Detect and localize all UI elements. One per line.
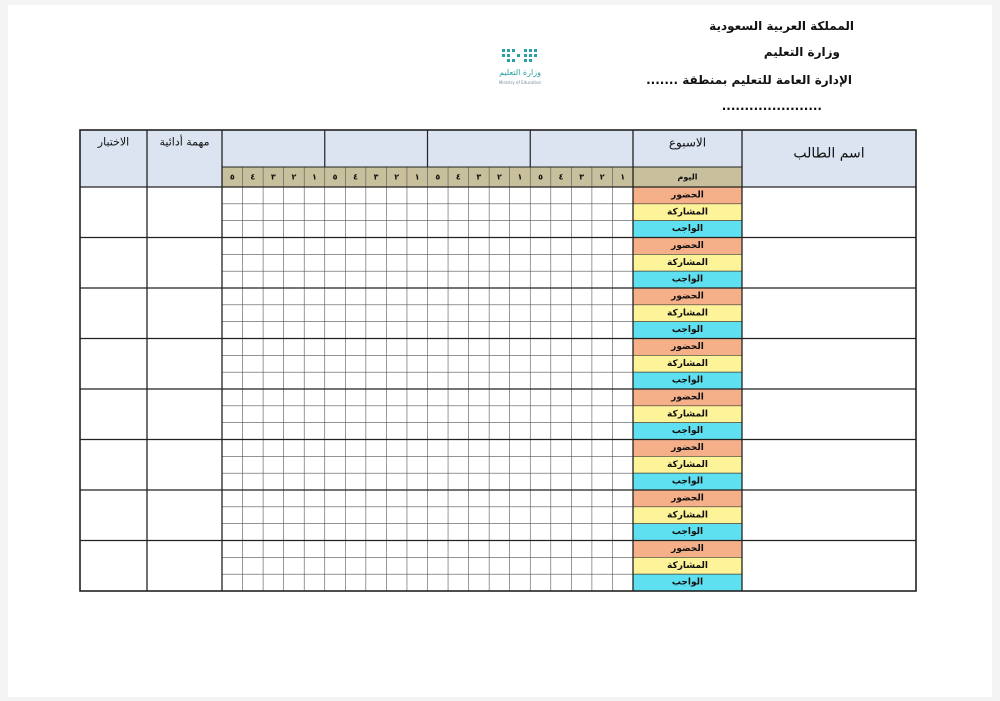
header-directorate: الإدارة العامة للتعليم بمنطقة ....... [646, 73, 852, 87]
category-label: الواجب [671, 224, 704, 235]
category-label: الواجب [671, 274, 704, 285]
day-number-label: ٥ [332, 172, 338, 182]
col-week-header: الاسبوع [668, 135, 707, 150]
day-number-label: ٣ [476, 172, 482, 182]
day-number-label: ٤ [353, 172, 359, 182]
day-number-label: ٢ [291, 172, 297, 182]
category-label: الحضور [671, 493, 704, 504]
category-label: الحضور [671, 341, 704, 352]
category-label: الحضور [671, 240, 704, 251]
day-number-label: ٢ [599, 172, 605, 182]
category-label: الحضور [671, 442, 704, 453]
table-border [80, 130, 916, 591]
category-label: المشاركة [667, 510, 708, 521]
category-label: الواجب [671, 577, 704, 588]
col-day-header: اليوم [677, 172, 698, 182]
category-label: المشاركة [667, 459, 708, 470]
category-label: الحضور [671, 392, 704, 403]
category-label: المشاركة [667, 358, 708, 369]
category-label: الواجب [671, 426, 704, 437]
day-number-label: ٢ [496, 172, 502, 182]
logo-subtext: Ministry of Education [498, 80, 542, 85]
day-number-label: ٤ [250, 172, 256, 182]
col-task-header: مهمة أدائية [159, 135, 210, 149]
header-kingdom: المملكة العربية السعودية [709, 19, 854, 33]
category-label: المشاركة [667, 207, 708, 218]
day-row-bg [222, 167, 742, 187]
day-number-label: ٥ [229, 172, 235, 182]
header-ministry: وزارة التعليم [763, 45, 840, 59]
header-dots: ...................... [721, 99, 822, 113]
day-number-label: ١ [414, 172, 420, 182]
category-label: الحضور [671, 190, 704, 201]
category-label: المشاركة [667, 257, 708, 268]
day-number-label: ٣ [579, 172, 585, 182]
category-label: الواجب [671, 325, 704, 336]
category-label: المشاركة [667, 409, 708, 420]
day-number-label: ٢ [394, 172, 400, 182]
day-number-label: ٤ [455, 172, 461, 182]
day-number-label: ٥ [435, 172, 441, 182]
category-label: الواجب [671, 527, 704, 538]
col-student-header: اسم الطالب [793, 145, 865, 162]
category-label: الواجب [671, 375, 704, 386]
category-label: الحضور [671, 291, 704, 302]
day-number-label: ١ [620, 172, 626, 182]
day-number-label: ١ [517, 172, 523, 182]
day-number-label: ٤ [558, 172, 564, 182]
logo-text: وزارة التعليم [499, 68, 541, 77]
category-label: المشاركة [667, 308, 708, 319]
category-label: الواجب [671, 476, 704, 487]
col-test-header: الاختبار [97, 135, 130, 149]
category-label: الحضور [671, 543, 704, 554]
day-number-label: ١ [312, 172, 317, 182]
category-label: المشاركة [667, 560, 708, 571]
day-number-label: ٣ [373, 172, 379, 182]
day-number-label: ٣ [270, 172, 276, 182]
day-number-label: ٥ [538, 172, 543, 182]
